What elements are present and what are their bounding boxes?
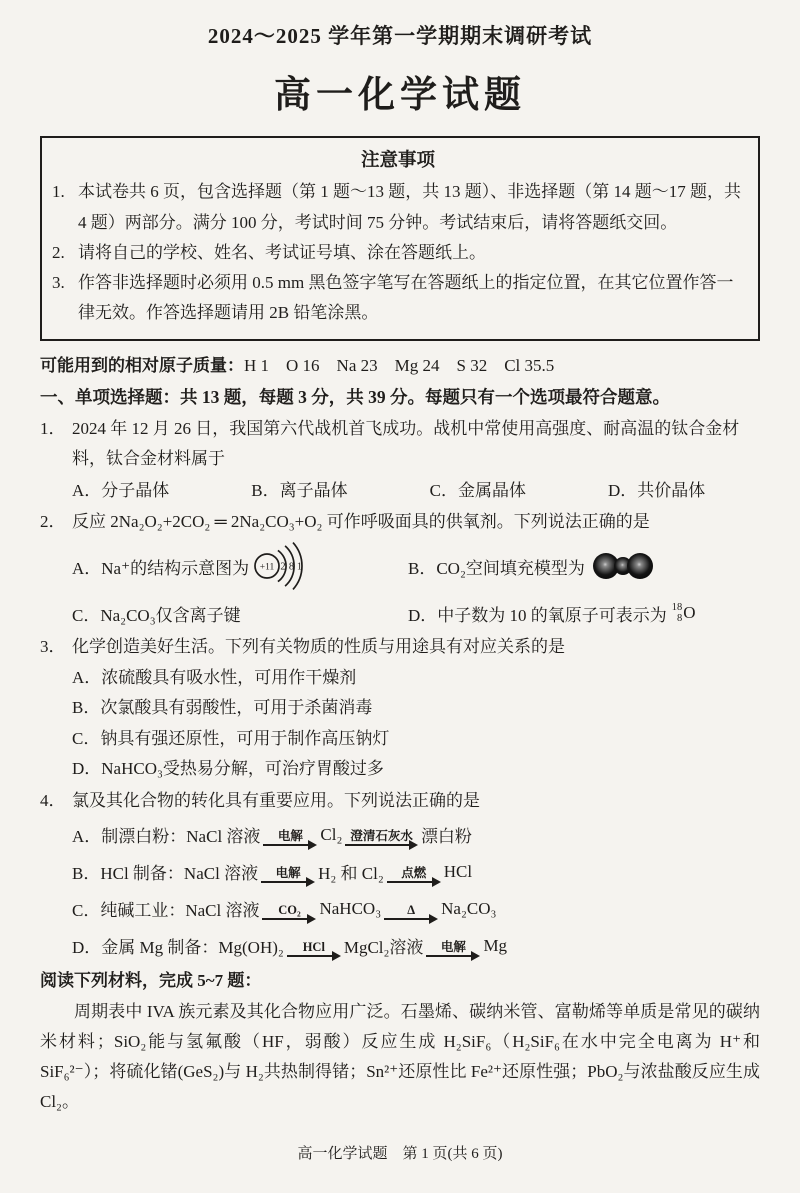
reaction-product: HCl <box>443 861 473 881</box>
q3-option-a <box>40 663 760 694</box>
option-text: 次氯酸具有弱酸性，可用于杀菌消毒 <box>100 698 373 718</box>
question-text: 氯及其化合物的转化具有重要应用。下列说法正确的是 <box>72 790 480 810</box>
notice-item-1 <box>52 177 744 238</box>
arrow-condition: HCl <box>302 939 325 954</box>
q3-option-d <box>40 754 760 785</box>
question-text: 反应 2Na₂O₂+2CO₂ ═ 2Na₂CO₃+O₂ 可作呼吸面具的供氧剂。下列说法正确的是 <box>72 512 650 531</box>
atomic-mass-values: H 1 O 16 Na 23 Mg 24 S 32 Cl 35.5 <box>244 355 555 375</box>
option-label: B． <box>72 864 101 884</box>
option-label: B． <box>408 558 437 578</box>
arrow-condition: Δ <box>407 902 416 917</box>
co2-space-filling-model <box>593 553 653 579</box>
notice-item-number: 3. <box>52 273 65 293</box>
q1-option-a <box>72 475 169 506</box>
q2-option-b <box>408 553 760 579</box>
svg-text:2: 2 <box>280 561 286 573</box>
q2-option-a <box>72 538 408 594</box>
atomic-mass-label: 可能用到的相对原子质量： <box>40 355 244 375</box>
arrow-condition: CO₂ <box>278 902 301 917</box>
option-text: Na₂CO₃仅含离子键 <box>100 605 241 625</box>
q3-stem <box>40 632 760 662</box>
page-header <box>40 20 760 118</box>
svg-text:+11: +11 <box>259 562 275 573</box>
isotope-notation <box>672 602 683 624</box>
reading-material-body: 周期表中 IVA 族元素及其化合物应用广泛。石墨烯、碳纳米管、富勒烯等单质是常见的碳纳米材料；SiO₂能与氢氟酸（HF，弱酸）反应生成 H₂SiF₆（H₂SiF₆在水中完全电离为 H⁺和 SiF₆²⁻）；将硫化锗(GeS₂)与 H₂共热制得锗；Sn²⁺还原性比 Fe²⁺还原性强；PbO₂与浓盐酸反应生成 Cl₂。 <box>40 1001 760 1112</box>
option-text: 分子晶体 <box>101 480 170 500</box>
option-text: 共价晶体 <box>637 480 706 500</box>
question-number: 2． <box>40 512 66 531</box>
notice-heading: 注意事项 <box>360 151 435 171</box>
option-text: CO₂空间填充模型为 <box>436 558 585 578</box>
q4-option-c <box>40 890 760 927</box>
option-label: C． <box>72 901 101 921</box>
notice-item-text: 作答非选择题时必须用 0.5 mm 黑色签字笔写在答题纸上的指定位置，在其它位置作答一律无效。作答选择题请用 2B 铅笔涂黑。 <box>78 273 734 323</box>
isotope-mass-number: 18 <box>671 602 683 614</box>
reading-material-intro: 阅读下列材料，完成 5~7 题： <box>40 971 262 991</box>
reaction-arrow <box>263 829 317 846</box>
atomic-mass-line <box>40 351 760 381</box>
option-text: 钠具有强还原性，可用于制作高压钠灯 <box>100 728 390 748</box>
option-text: 离子晶体 <box>279 480 348 500</box>
arrow-condition: 点燃 <box>401 865 427 880</box>
reaction-product: Na₂CO₃ <box>441 898 497 918</box>
question-2 <box>40 507 760 631</box>
notice-item-number: 2. <box>52 242 65 262</box>
section-1-heading: 一、单项选择题：共 13 题，每题 3 分，共 39 分。每题只有一个选项最符合题意。 <box>40 387 670 408</box>
option-label: B． <box>251 480 280 500</box>
reaction-arrow <box>262 903 316 920</box>
option-label: A． <box>72 480 102 500</box>
question-number: 1． <box>40 419 66 439</box>
reaction-product: 漂白粉 <box>420 827 472 847</box>
option-label: D． <box>408 605 438 625</box>
q4-option-d <box>40 927 760 964</box>
q4-option-a <box>40 816 760 853</box>
reaction-arrow <box>287 940 341 957</box>
reaction-start: 金属 Mg 制备：Mg(OH)₂ <box>101 938 284 958</box>
q1-option-d <box>608 475 705 506</box>
isotope-atomic-number: 8 <box>677 613 683 625</box>
option-label: D． <box>607 480 638 500</box>
reaction-intermediate: NaHCO₃ <box>319 898 382 918</box>
option-label: A． <box>72 827 102 847</box>
reaction-arrow <box>384 903 438 920</box>
option-label: D． <box>72 759 102 779</box>
notice-item-text: 本试卷共 6 页，包含选择题（第 1 题～13 题，共 13 题）、非选择题（第 14 题～17 题，共 4 题）两部分。满分 100 分，考试时间 75 分钟。考试结束后，请将答题纸交回。 <box>78 182 741 232</box>
q3-option-c <box>40 724 760 755</box>
q1-stem <box>40 414 760 475</box>
q2-option-d <box>408 601 760 626</box>
reaction-product: Mg <box>483 935 508 955</box>
option-text: 金属晶体 <box>457 480 526 500</box>
arrow-condition: 澄清石灰水 <box>350 828 413 843</box>
option-text: NaHCO₃受热易分解，可治疗胃酸过多 <box>101 759 384 779</box>
question-3 <box>40 632 760 785</box>
question-1 <box>40 414 760 506</box>
option-label: C． <box>72 728 101 748</box>
option-text: 中子数为 10 的氧原子可表示为 <box>437 605 667 625</box>
reaction-intermediate: Cl₂ <box>320 824 343 844</box>
svg-text:1: 1 <box>296 561 303 573</box>
reaction-intermediate: H₂ 和 Cl₂ <box>318 864 384 884</box>
reaction-start: 纯碱工业：NaCl 溶液 <box>100 901 260 921</box>
exam-session-title: 2024～2025 学年第一学期期末调研考试 <box>207 24 593 48</box>
q3-option-b <box>40 693 760 724</box>
option-label: B． <box>72 698 101 718</box>
question-4 <box>40 786 760 964</box>
reaction-start: 制漂白粉：NaCl 溶液 <box>101 827 261 847</box>
question-number: 3． <box>40 637 66 657</box>
reaction-intermediate: MgCl₂溶液 <box>343 938 424 958</box>
option-label: C． <box>429 480 458 500</box>
question-text: 2024 年 12 月 26 日，我国第六代战机首飞成功。战机中常使用高强度、耐高温的钛合金材料，钛合金材料属于 <box>72 419 740 469</box>
option-label: A． <box>72 667 102 687</box>
reaction-arrow <box>426 940 480 957</box>
question-number: 4． <box>40 790 66 810</box>
page-footer: 高一化学试题 第 1 页(共 6 页) <box>297 1146 503 1162</box>
option-label: A． <box>72 558 102 578</box>
q4-option-b <box>40 853 760 890</box>
q1-option-c <box>430 475 526 506</box>
page-title: 高一化学试题 <box>274 75 526 116</box>
q1-options <box>40 475 760 506</box>
reaction-arrow <box>387 866 441 883</box>
na-ion-structure-diagram <box>253 538 311 594</box>
isotope-symbol: O <box>683 603 696 623</box>
notice-box <box>40 136 760 341</box>
notice-item-3 <box>52 268 744 329</box>
q2-stem <box>40 507 760 537</box>
question-text: 化学创造美好生活。下列有关物质的性质与用途具有对应关系的是 <box>72 637 565 657</box>
option-label: C． <box>72 605 101 625</box>
notice-item-2 <box>52 238 744 268</box>
option-label: D． <box>72 938 102 958</box>
arrow-condition: 电解 <box>277 828 303 843</box>
option-text: 浓硫酸具有吸水性，可用作干燥剂 <box>101 667 357 687</box>
arrow-condition: 电解 <box>275 865 301 880</box>
reaction-arrow <box>261 866 315 883</box>
svg-text:8: 8 <box>288 561 295 573</box>
reaction-arrow <box>345 829 418 846</box>
reaction-start: HCl 制备：NaCl 溶液 <box>100 864 259 884</box>
q4-stem <box>40 786 760 816</box>
q2-option-c <box>72 601 408 626</box>
arrow-condition: 电解 <box>440 939 466 954</box>
notice-item-text: 请将自己的学校、姓名、考试证号填、涂在答题纸上。 <box>78 242 486 262</box>
option-text: Na⁺的结构示意图为 <box>101 558 250 578</box>
notice-item-number: 1. <box>52 182 65 202</box>
q1-option-b <box>251 475 347 506</box>
